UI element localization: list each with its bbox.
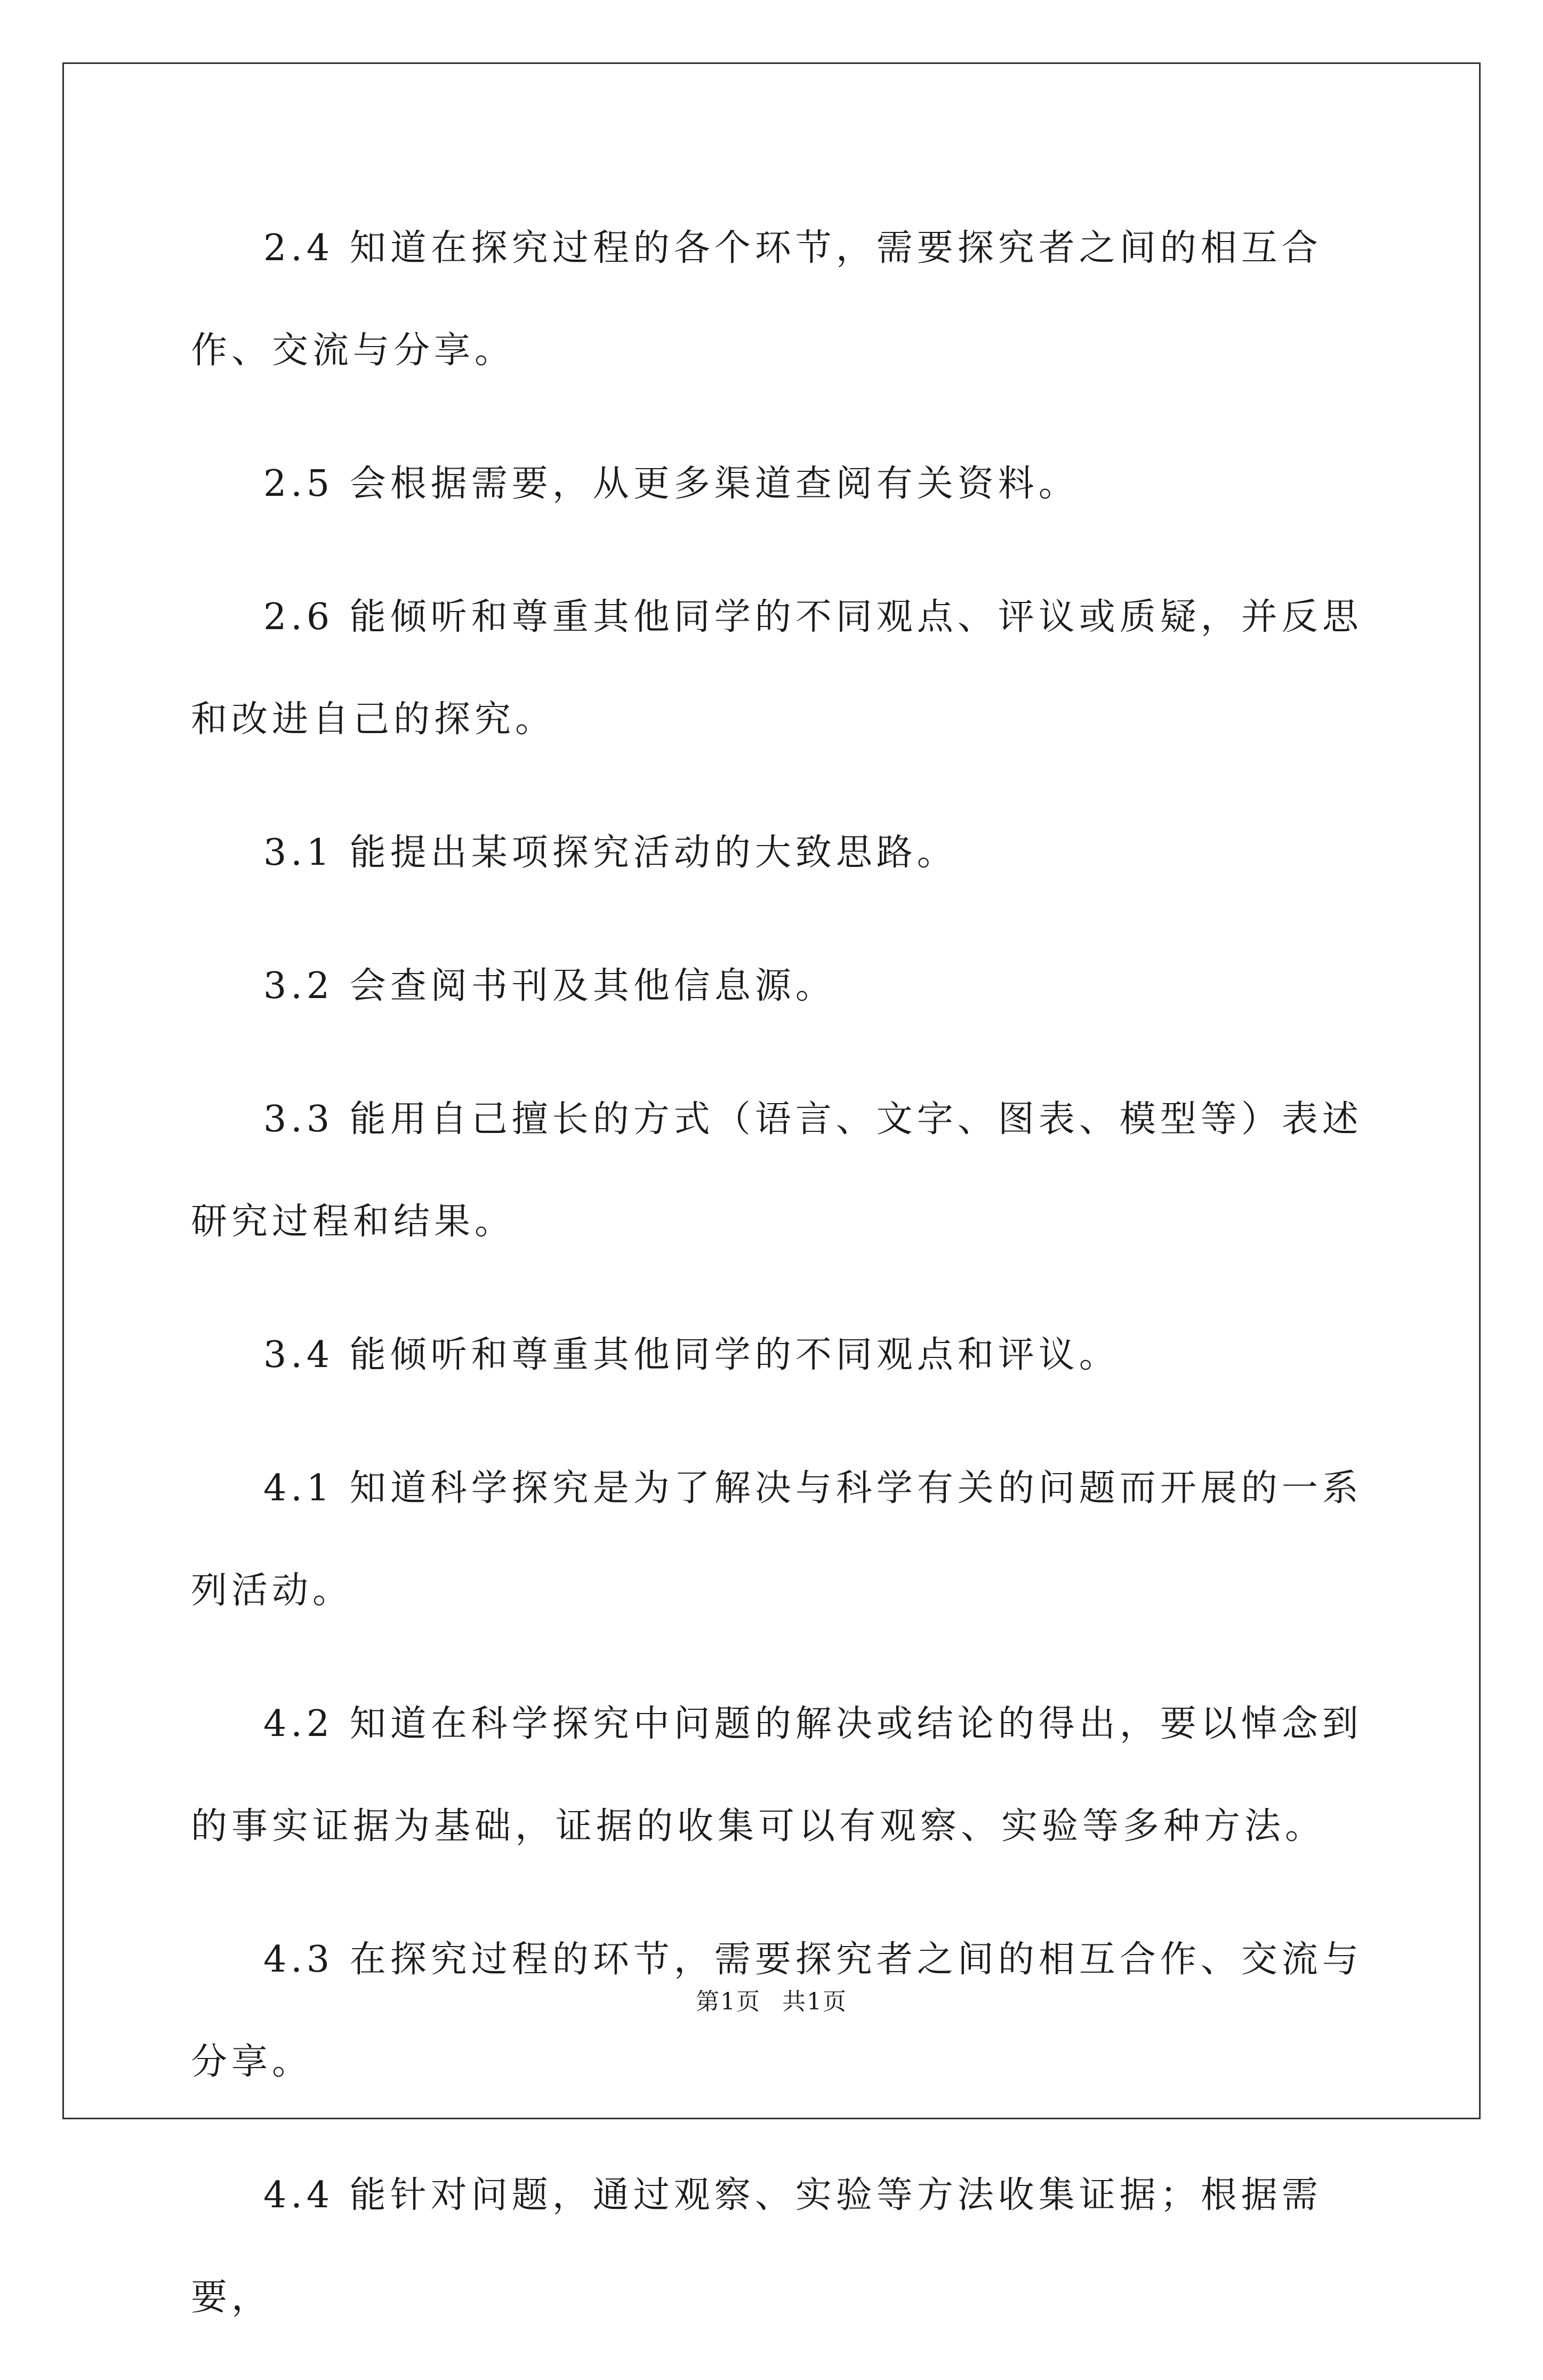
paragraph-4-2: 4.2 知道在科学探究中问题的解决或结论的得出，要以悼念到的事实证据为基础，证据的收集可以有观察、实验等多种方法。	[191, 1703, 1363, 1847]
paragraph-2-5: 2.5 会根据需要，从更多渠道查阅有关资料。	[263, 463, 1079, 505]
document-body	[191, 197, 1364, 2380]
page-number: 第1页	[696, 1988, 761, 2015]
paragraph-4-1: 4.1 知道科学探究是为了解决与科学有关的问题而开展的一系列活动。	[191, 1467, 1363, 1612]
paragraph-2-6: 2.6 能倾听和尊重其他同学的不同观点、评议或质疑，并反思和改进自己的探究。	[191, 596, 1363, 741]
paragraph-3-4: 3.4 能倾听和尊重其他同学的不同观点和评议。	[263, 1334, 1120, 1376]
paragraph-2-4: 2.4 知道在探究过程的各个环节，需要探究者之间的相互合作、交流与分享。	[191, 227, 1322, 372]
page-total: 共1页	[782, 1988, 847, 2015]
paragraph-3-2: 3.2 会查阅书刊及其他信息源。	[263, 965, 836, 1007]
paragraph-4-4: 4.4 能针对问题，通过观察、实验等方法收集证据；根据需要，	[191, 2174, 1322, 2319]
paragraph-3-1: 3.1 能提出某项探究活动的大致思路。	[263, 832, 958, 874]
paragraph-4-3: 4.3 在探究过程的环节，需要探究者之间的相互合作、交流与分享。	[191, 1939, 1363, 2083]
page-footer	[0, 1982, 1543, 2016]
paragraph-3-3: 3.3 能用自己擅长的方式（语言、文字、图表、模型等）表述研究过程和结果。	[191, 1098, 1363, 1243]
